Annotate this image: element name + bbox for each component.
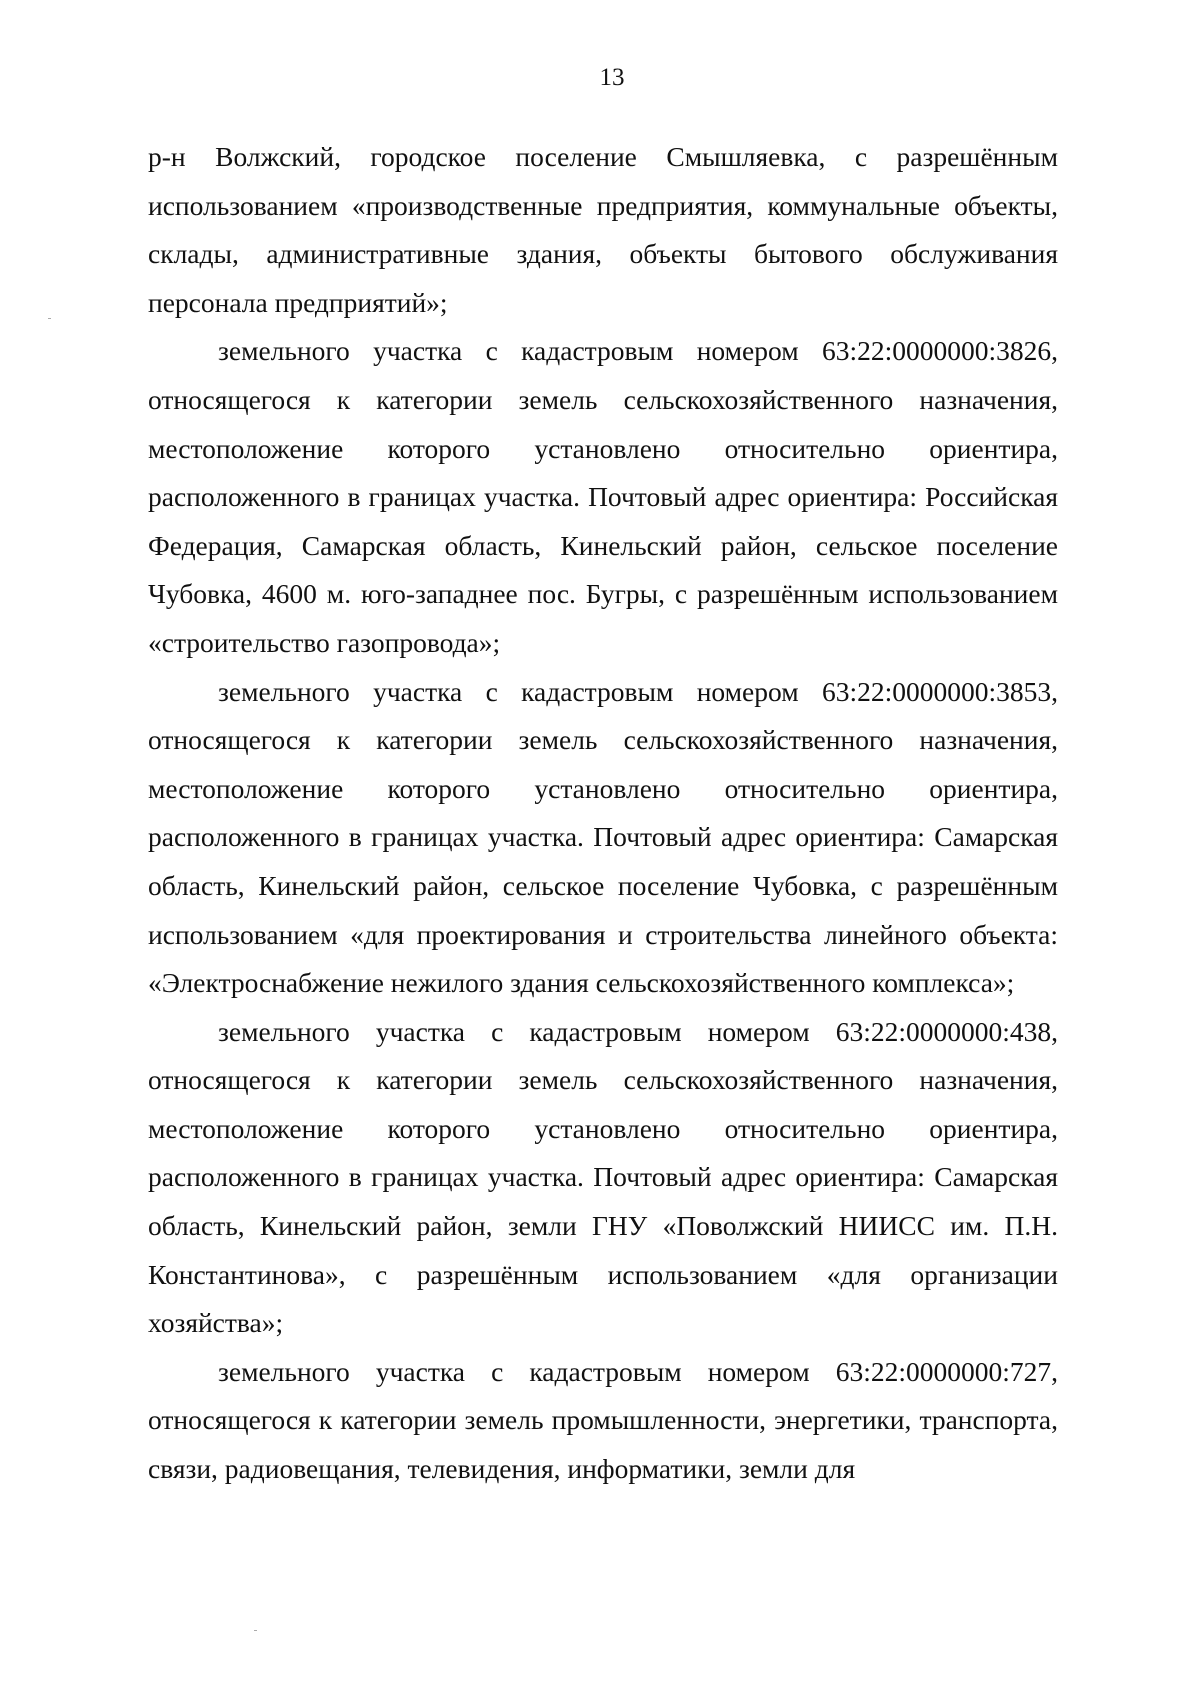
scan-speck [48, 318, 51, 319]
paragraph-4: земельного участка с кадастровым номером 63:22:0000000:438, относящегося к категории земель сельскохозяйственного назначения, местоположение которого установлено относительно ориентира, расположенного в границах участка. Почтовый адрес ориентира: Самарская область, Кинельский район, земли ГНУ «Поволжский НИИСС им. П.Н. Константинова», с разрешённым использованием «для организации хозяйства»; [148, 1015, 1058, 1339]
paragraph-1: р-н Волжский, городское поселение Смышляевка, с разрешённым использованием «производственные предприятия, коммунальные объекты, склады, административные здания, объекты бытового обслуживания персонала предприятий»; [148, 141, 1058, 318]
paragraph-5: земельного участка с кадастровым номером 63:22:0000000:727, относящегося к категории земель промышленности, энергетики, транспорта, связи, радиовещания, телевидения, информатики, земли для [148, 1355, 1058, 1485]
body-text [148, 133, 1058, 1494]
page-number: 13 [599, 64, 625, 91]
scan-speck [254, 1630, 257, 1631]
paragraph-2: земельного участка с кадастровым номером 63:22:0000000:3826, относящегося к категории земель сельскохозяйственного назначения, местоположение которого установлено относительно ориентира, расположенного в границах участка. Почтовый адрес ориентира: Российская Федерация, Самарская область, Кинельский район, сельское поселение Чубовка, 4600 м. юго-западнее пос. Бугры, с разрешённым использованием «строительство газопровода»; [148, 335, 1058, 658]
paragraph-3: земельного участка с кадастровым номером 63:22:0000000:3853, относящегося к категории земель сельскохозяйственного назначения, местоположение которого установлено относительно ориентира, расположенного в границах участка. Почтовый адрес ориентира: Самарская область, Кинельский район, сельское поселение Чубовка, с разрешённым использованием «для проектирования и строительства линейного объекта: «Электроснабжение нежилого здания сельскохозяйственного комплекса»; [148, 675, 1058, 999]
